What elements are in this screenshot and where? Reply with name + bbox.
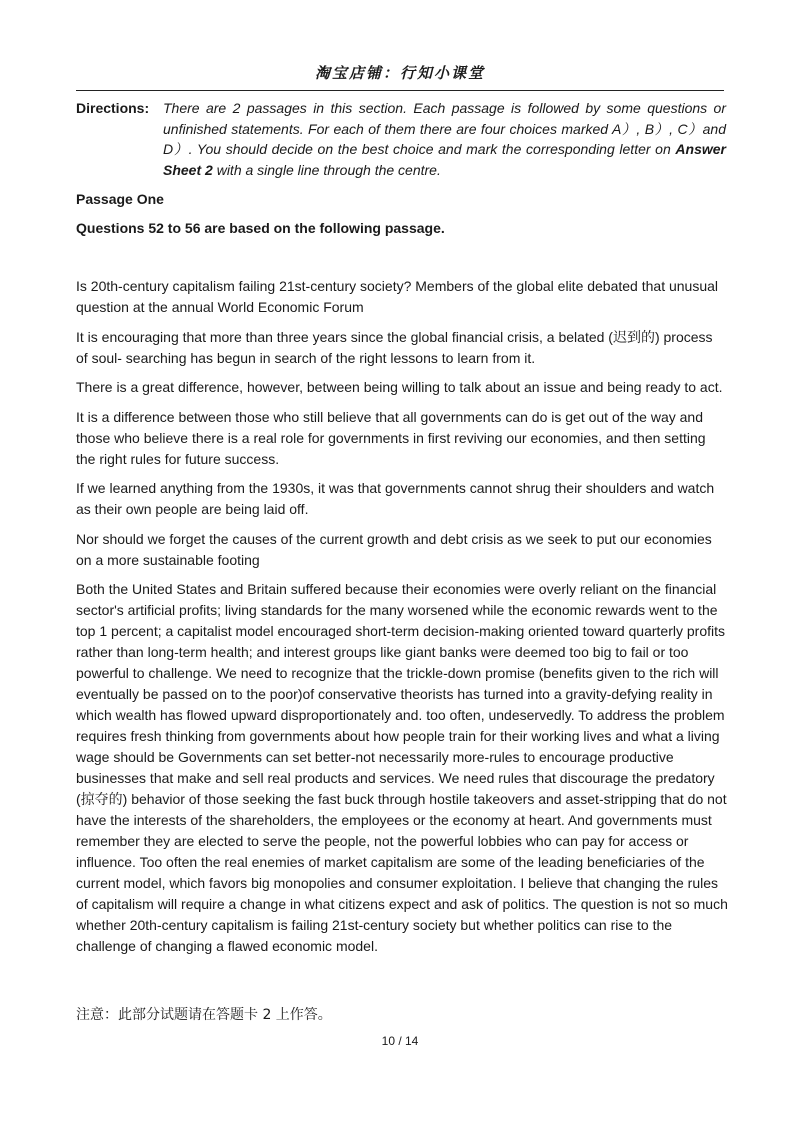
directions-text-b: with a single line through the centre.: [212, 161, 441, 178]
passage-paragraph: If we learned anything from the 1930s, it was that governments cannot shrug their shoulders and watch as their own people are being laid off.: [76, 480, 715, 517]
passage-paragraph: Both the United States and Britain suffered because their economies were overly reliant on the financial sector's artificial profits; living standards for the many worsened while the economic rewards went to the top 1 percent; a capitalist model encouraged short-term decision-making oriented toward quarterly profits rather than long-term health; and interest groups like giant banks were deemed too big to fail or too powerful to challenge. We need to recognize that the trickle-down promise (benefits given to the rich will eventually be passed on to the poor)of conservative theorists has turned into a gravity-defying reality in which wealth has flowed upward disproportionately and. too often, undeservedly. To address the problem requires fresh thinking from governments about how people train for their working lives and what a living wage should be Governments can set better-not necessarily more-rules to encourage productive businesses that make and sell real products and services. We need rules that discourage the predatory (掠夺的) behavior of those seeking the fast buck through hostile takeovers and asset-stripping that do not have the interests of the shareholders, the employees or the economy at heart. And governments must remember they are elected to serve the people, not the powerful lobbies who can pay for access or influence. Too often the real enemies of market capitalism are some of the leading beneficiaries of the current model, which favors big monopolies and consumer exploitation. I believe that changing the rules of capitalism will require a change in what citizens expect and ask of politics. The question is not so much whether 20th-century capitalism is failing 21st-century society but whether politics can rise to the challenge of changing a flawed economic model.: [76, 581, 728, 954]
directions-label: Directions:: [76, 100, 150, 116]
passage-body: [76, 276, 728, 966]
passage-paragraph: Is 20th-century capitalism failing 21st-century society? Members of the global elite debated that unusual question at the annual World Economic Forum: [76, 278, 719, 315]
passage-paragraph: It is encouraging that more than three years since the global financial crisis, a belated (迟到的) process of soul- searching has begun in search of the right lessons to learn from it.: [76, 328, 713, 366]
header-divider: [76, 90, 724, 91]
directions-block: [76, 98, 726, 180]
answer-note: 注意：此部分试题请在答题卡 2 上作答。: [76, 1007, 332, 1023]
page-number: 10 / 14: [381, 1034, 419, 1048]
directions-text: [163, 98, 726, 180]
passage-paragraph: Nor should we forget the causes of the current growth and debt crisis as we seek to put our economies on a more sustainable footing: [76, 530, 712, 568]
passage-paragraph: There is a great difference, however, between being willing to talk about an issue and being ready to act.: [76, 379, 723, 395]
passage-paragraph: It is a difference between those who still believe that all governments can do is get out of the way and those who believe there is a real role for governments in first reviving our economies, and then setting the right rules for future success.: [76, 408, 706, 467]
page-header-title: 淘宝店铺：行知小课堂: [314, 64, 485, 82]
answer-sheet-ref: Answer Sheet 2: [163, 141, 726, 178]
directions-text-a: There are 2 passages in this section. Each passage is followed by some questions or unfinished statements. For each of them there are four choices marked A）, B）, C）and D）. You should decide on the best choice and mark the corresponding letter on: [163, 100, 726, 157]
questions-label: Questions 52 to 56 are based on the following passage.: [76, 220, 445, 236]
passage-label: Passage One: [76, 191, 164, 207]
